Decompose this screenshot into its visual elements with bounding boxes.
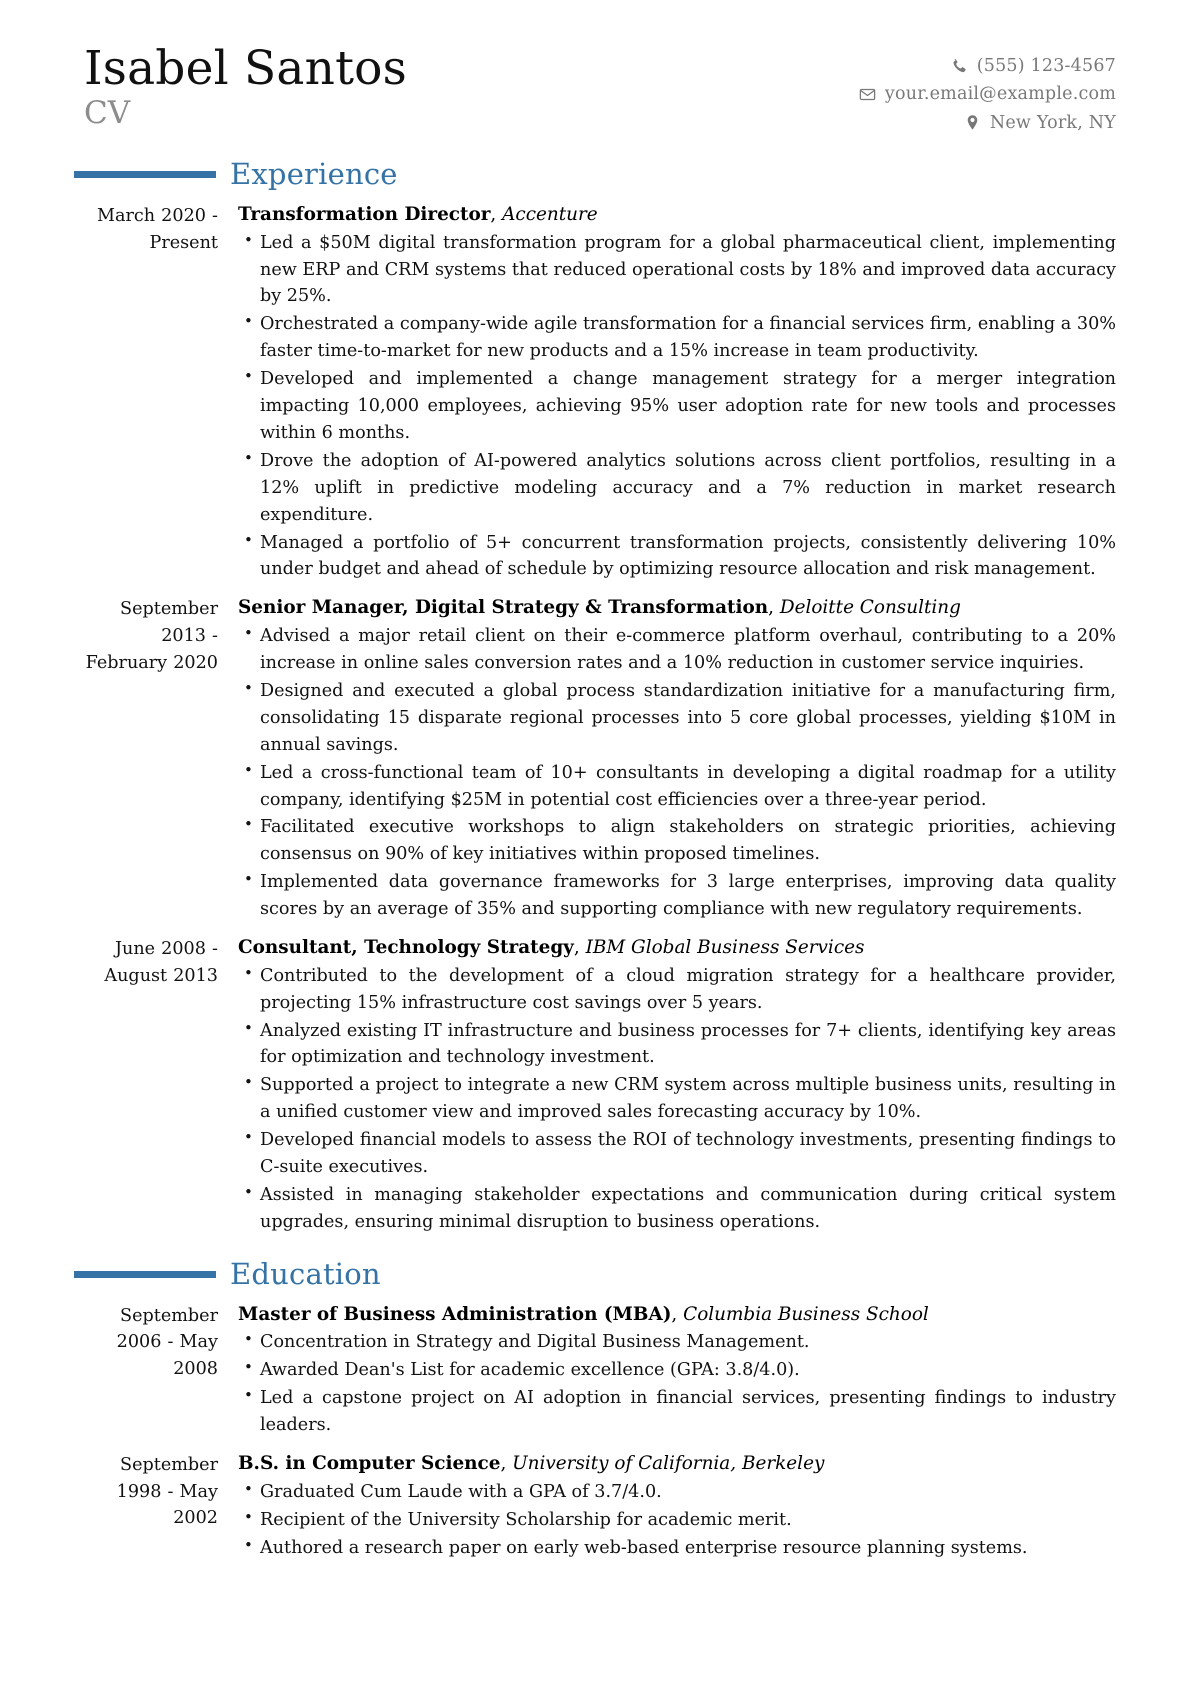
entry xyxy=(74,1302,1116,1440)
headline: CV xyxy=(84,94,131,131)
envelope-icon xyxy=(859,86,876,103)
list-item: • Advised a major retail client on their e-commerce platform overhaul, contributing to a 20% increase in online sales conversion rates and a 10% reduction in customer service inquiries. xyxy=(238,623,1116,677)
entry xyxy=(74,1451,1116,1562)
entry-role: Consultant, Technology Strategy xyxy=(238,937,574,959)
contact-item-location[interactable] xyxy=(859,109,1116,137)
entry-bullet-list xyxy=(238,963,1116,1236)
entry-body xyxy=(218,1302,1116,1440)
section-rule xyxy=(74,171,216,178)
entry-separator: , xyxy=(768,597,780,619)
list-item: • Developed financial models to assess the ROI of technology investments, presenting findings to C-suite executives. xyxy=(238,1127,1116,1181)
entry-role: Master of Business Administration (MBA) xyxy=(238,1303,672,1325)
list-item: • Graduated Cum Laude with a GPA of 3.7/4.0. xyxy=(238,1479,1116,1506)
cv-header xyxy=(74,40,1116,137)
section-header-education xyxy=(74,1256,1116,1291)
entry-dates: March 2020 - Present xyxy=(96,205,218,253)
entry-separator: , xyxy=(671,1303,684,1325)
entry-separator: , xyxy=(500,1453,513,1474)
list-item: • Assisted in managing stakeholder expectations and communication during critical system upgrades, ensuring minimal disruption to business operations. xyxy=(238,1182,1116,1236)
entry-separator: , xyxy=(490,203,503,225)
entry-role: B.S. in Computer Science xyxy=(238,1453,501,1474)
entry-body xyxy=(218,202,1116,584)
entry-organization: University of California, Berkeley xyxy=(512,1453,825,1474)
contact-item-phone[interactable] xyxy=(859,52,1116,80)
entry-body xyxy=(218,1451,1116,1562)
contact-block xyxy=(859,44,1116,137)
list-item: • Implemented data governance frameworks for 3 large enterprises, improving data quality scores by an average of 35% and supporting compliance with new regulatory requirements. xyxy=(238,869,1116,923)
list-item: • Led a $50M digital transformation program for a global pharmaceutical client, implementing new ERP and CRM systems that reduced operational costs by 18% and improved data accuracy by 25%. xyxy=(238,230,1116,311)
list-item: • Concentration in Strategy and Digital Business Management. xyxy=(238,1329,1116,1356)
entry-role: Transformation Director xyxy=(238,203,491,225)
sections-root xyxy=(74,159,1116,1562)
entry-body xyxy=(218,595,1116,924)
phone-icon xyxy=(951,58,968,75)
entry-organization: Deloitte Consulting xyxy=(779,597,961,619)
list-item: • Led a cross-functional team of 10+ consultants in developing a digital roadmap for a utility company, identifying $25M in potential cost efficiencies over a three-year period. xyxy=(238,760,1116,814)
page-title: Isabel Santos xyxy=(84,41,407,96)
list-item: • Orchestrated a company-wide agile transformation for a financial services firm, enabling a 30% faster time-to-market for new products and a 15% increase in team productivity. xyxy=(238,311,1116,365)
list-item: • Recipient of the University Scholarship for academic merit. xyxy=(238,1507,1116,1534)
entry xyxy=(74,595,1116,924)
list-item: • Facilitated executive workshops to align stakeholders on strategic priorities, achieving consensus on 90% of key initiatives within proposed timelines. xyxy=(238,814,1116,868)
email-text: your.email@example.com xyxy=(884,84,1116,105)
section-header-experience xyxy=(74,159,1116,191)
section-rule xyxy=(74,1271,216,1278)
entry-dates: September 2013 - February 2020 xyxy=(85,599,218,673)
list-item: • Contributed to the development of a cloud migration strategy for a healthcare provider, projecting 15% infrastructure cost savings over 5 years. xyxy=(238,963,1116,1017)
list-item: • Drove the adoption of AI-powered analytics solutions across client portfolios, resulting in a 12% uplift in predictive modeling accuracy and a 7% reduction in market research expenditure. xyxy=(238,448,1116,529)
list-item: • Analyzed existing IT infrastructure and business processes for 7+ clients, identifying key areas for optimization and technology investment. xyxy=(238,1018,1116,1072)
location-pin-icon xyxy=(964,114,981,131)
list-item: • Authored a research paper on early web-based enterprise resource planning systems. xyxy=(238,1535,1116,1562)
entry xyxy=(74,202,1116,584)
phone-text: (555) 123-4567 xyxy=(976,56,1116,76)
list-item: • Designed and executed a global process standardization initiative for a manufacturing firm, consolidating 15 disparate regional processes into 5 core global processes, yielding $10M in annual savings. xyxy=(238,678,1116,759)
identity-block xyxy=(74,41,407,131)
entry-bullet-list xyxy=(238,230,1116,584)
entry-bullet-list xyxy=(238,1329,1116,1439)
list-item: • Led a capstone project on AI adoption in financial services, presenting findings to industry leaders. xyxy=(238,1385,1116,1439)
section-title: Experience xyxy=(230,157,398,192)
entry-dates: June 2008 - August 2013 xyxy=(104,939,218,986)
entry-title xyxy=(238,935,1116,962)
entry-bullet-list xyxy=(238,1479,1116,1562)
entry-role: Senior Manager, Digital Strategy & Transformation xyxy=(238,597,769,619)
entry-title xyxy=(238,1451,1116,1478)
location-text: New York, NY xyxy=(989,112,1116,133)
entry-bullet-list xyxy=(238,623,1116,923)
entry-organization: Accenture xyxy=(502,203,598,225)
entry-title xyxy=(238,202,1116,229)
entry-title xyxy=(238,1302,1116,1329)
entry-organization: IBM Global Business Services xyxy=(585,937,865,959)
entry-body xyxy=(218,935,1116,1237)
entry-separator: , xyxy=(573,937,586,959)
list-item: • Managed a portfolio of 5+ concurrent transformation projects, consistently delivering 10% under budget and ahead of schedule by optimizing resource allocation and risk management. xyxy=(238,530,1116,584)
entry-dates: September 1998 - May 2002 xyxy=(116,1455,218,1529)
entry xyxy=(74,935,1116,1237)
list-item: • Supported a project to integrate a new CRM system across multiple business units, resulting in a unified customer view and improved sales forecasting accuracy by 10%. xyxy=(238,1072,1116,1126)
entry-title xyxy=(238,595,1116,622)
list-item: • Developed and implemented a change management strategy for a merger integration impacting 10,000 employees, achieving 95% user adoption rate for new tools and processes within 6 months. xyxy=(238,366,1116,447)
section-title: Education xyxy=(230,1256,381,1291)
entry-dates: September 2006 - May 2008 xyxy=(116,1305,218,1380)
list-item: • Awarded Dean's List for academic excellence (GPA: 3.8/4.0). xyxy=(238,1357,1116,1384)
entry-organization: Columbia Business School xyxy=(683,1303,929,1325)
contact-item-email[interactable] xyxy=(859,80,1116,108)
